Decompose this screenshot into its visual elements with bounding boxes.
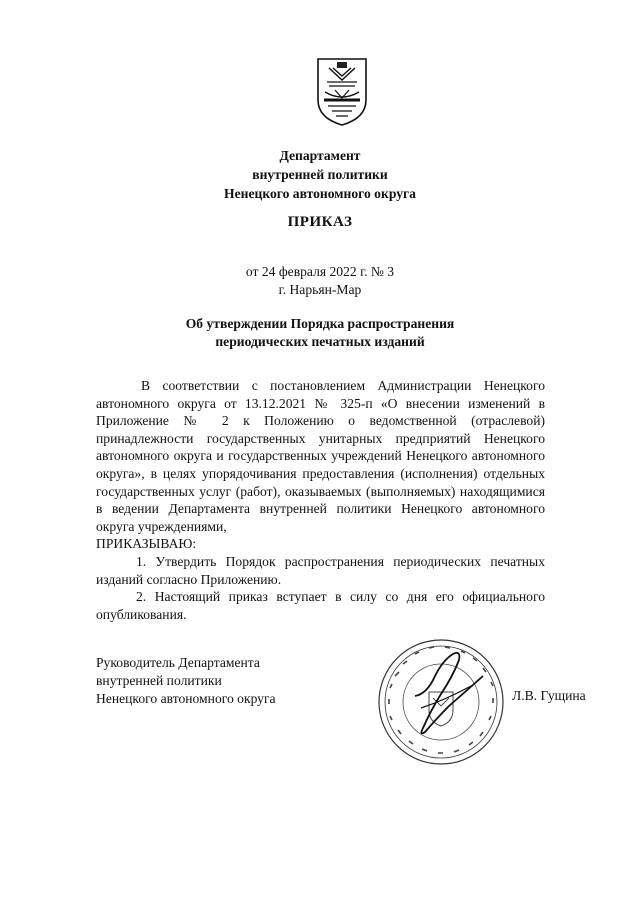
order-item-1: 1. Утвердить Порядок распространения периодических печатных изданий согласно Приложению. [96, 553, 545, 587]
signer-name: Л.В. Гущина [512, 688, 586, 703]
document-type: ПРИКАЗ [287, 214, 353, 230]
decree-word: ПРИКАЗЫВАЮ: [96, 536, 197, 552]
preamble-paragraph: В соответствии с постановлением Администрации Ненецкого автономного округа от 13.12.2021 № 325-п «О внесении изменений в Приложение № 2 к Положению о ведомственной (отраслевой) принадлежности государственных унитарных предприятий Ненецкого автономного округа и государственных учреждений Ненецкого автономного округа», в целях упорядочивания предоставления (исполнения) отдельных государственных услуг (работ), оказываемых (выполняемых) находящимися в ведении Департамента внутренней политики Ненецкого автономного округа учреждениями, [96, 378, 545, 534]
position-line-2: внутренней политики [96, 673, 222, 688]
signatory-position [96, 654, 276, 708]
document-body [96, 377, 545, 623]
position-line-3: Ненецкого автономного округа [96, 691, 276, 706]
subject-line-1: Об утверждении Порядка распространения [185, 316, 455, 331]
org-line-3: Ненецкого автономного округа [224, 186, 416, 201]
document-place: г. Нарьян-Мар [278, 282, 362, 297]
document-meta [0, 263, 640, 299]
document-subject [0, 315, 640, 351]
org-line-1: Департамент [279, 148, 361, 163]
position-line-1: Руководитель Департамента [96, 655, 260, 670]
document-date-number: от 24 февраля 2022 г. № 3 [245, 264, 395, 279]
official-seal-icon [375, 636, 507, 768]
organization-name [0, 146, 640, 203]
coat-of-arms-icon [315, 56, 369, 128]
org-line-2: внутренней политики [252, 167, 388, 182]
order-item-2: 2. Настоящий приказ вступает в силу со дня его официального опубликования. [96, 589, 545, 622]
subject-line-2: периодических печатных изданий [215, 334, 425, 349]
